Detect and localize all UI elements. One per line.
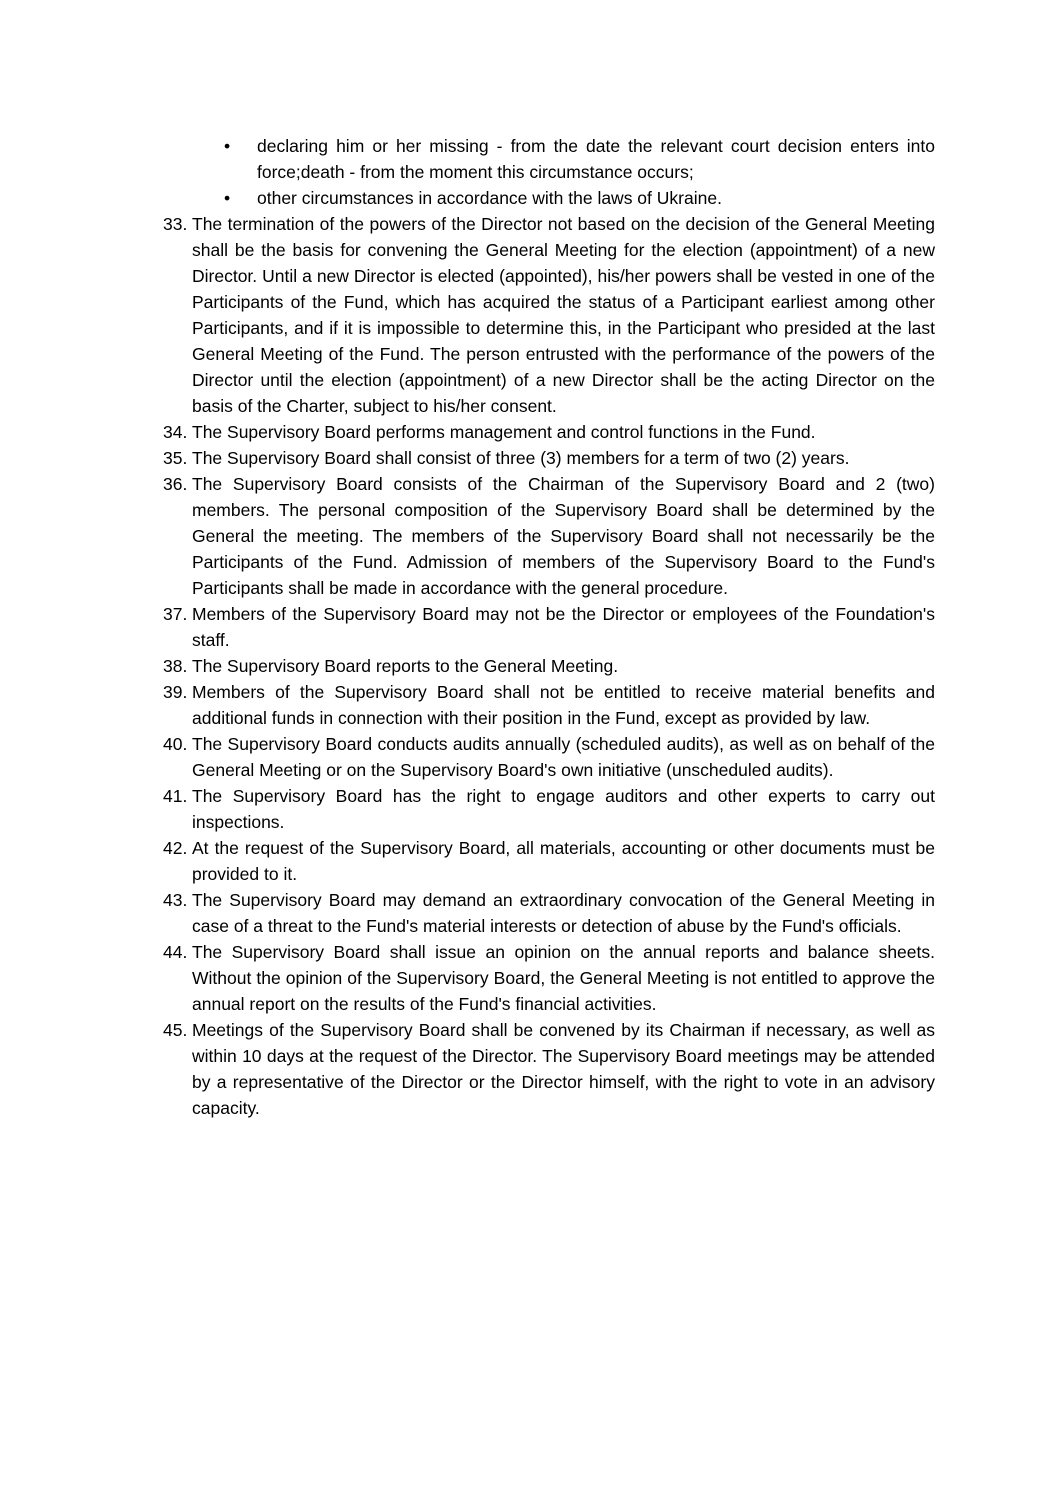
list-item-number: 41.	[163, 786, 188, 806]
list-item-number: 39.	[163, 682, 188, 702]
bullet-item	[163, 185, 935, 211]
list-item	[163, 419, 935, 445]
list-item-text: At the request of the Supervisory Board, all materials, accounting or other documents must be provided to it.	[192, 838, 935, 884]
bullet-item	[163, 133, 935, 185]
list-item	[163, 939, 935, 1017]
list-item	[163, 445, 935, 471]
list-item	[163, 601, 935, 653]
list-item	[163, 653, 935, 679]
list-item-text: The Supervisory Board consists of the Chairman of the Supervisory Board and 2 (two) members. The personal composition of the Supervisory Board shall be determined by the General the meeting. The members of the Supervisory Board shall not necessarily be the Participants of the Fund. Admission of members of the Supervisory Board to the Fund's Participants shall be made in accordance with the general procedure.	[192, 474, 935, 598]
bullet-list	[163, 133, 935, 211]
bullet-text: other circumstances in accordance with the laws of Ukraine.	[257, 188, 722, 208]
bullet-text: declaring him or her missing - from the date the relevant court decision enters into force;death - from the moment this circumstance occurs;	[257, 136, 935, 182]
list-item-number: 36.	[163, 474, 188, 494]
list-item	[163, 835, 935, 887]
list-item-text: The Supervisory Board shall issue an opinion on the annual reports and balance sheets. Without the opinion of the Supervisory Board, the General Meeting is not entitled to approve the annual report on the results of the Fund's financial activities.	[192, 942, 935, 1014]
list-item-number: 40.	[163, 734, 188, 754]
list-item-text: Meetings of the Supervisory Board shall be convened by its Chairman if necessary, as well as within 10 days at the request of the Director. The Supervisory Board meetings may be attended by a representative of the Director or the Director himself, with the right to vote in an advisory capacity.	[192, 1020, 935, 1118]
list-item-number: 44.	[163, 942, 188, 962]
list-item	[163, 679, 935, 731]
list-item-number: 42.	[163, 838, 188, 858]
list-item-number: 45.	[163, 1020, 188, 1040]
list-item-text: The termination of the powers of the Director not based on the decision of the General Meeting shall be the basis for convening the General Meeting for the election (appointment) of a new Director. Until a new Director is elected (appointed), his/her powers shall be vested in one of the Participants of the Fund, which has acquired the status of a Participant earliest among other Participants, and if it is impossible to determine this, in the Participant who presided at the last General Meeting of the Fund. The person entrusted with the performance of the powers of the Director until the election (appointment) of a new Director shall be the acting Director on the basis of the Charter, subject to his/her consent.	[192, 214, 935, 416]
list-item	[163, 211, 935, 419]
numbered-list	[163, 211, 935, 1121]
list-item-text: The Supervisory Board shall consist of three (3) members for a term of two (2) years.	[192, 448, 850, 468]
list-item	[163, 1017, 935, 1121]
list-item-number: 35.	[163, 448, 188, 468]
document-body	[163, 133, 935, 1121]
list-item-number: 38.	[163, 656, 188, 676]
bullet-icon: •	[224, 188, 231, 208]
list-item-text: The Supervisory Board conducts audits annually (scheduled audits), as well as on behalf of the General Meeting or on the Supervisory Board's own initiative (unscheduled audits).	[192, 734, 935, 780]
list-item	[163, 731, 935, 783]
bullet-icon: •	[224, 136, 231, 156]
list-item	[163, 783, 935, 835]
list-item-number: 43.	[163, 890, 188, 910]
list-item-text: The Supervisory Board reports to the General Meeting.	[192, 656, 619, 676]
list-item-text: The Supervisory Board may demand an extraordinary convocation of the General Meeting in case of a threat to the Fund's material interests or detection of abuse by the Fund's officials.	[192, 890, 935, 936]
list-item-text: The Supervisory Board has the right to engage auditors and other experts to carry out inspections.	[192, 786, 935, 832]
list-item-number: 33.	[163, 214, 188, 234]
list-item-number: 34.	[163, 422, 188, 442]
list-item-text: Members of the Supervisory Board may not be the Director or employees of the Foundation's staff.	[192, 604, 935, 650]
list-item	[163, 887, 935, 939]
list-item-text: The Supervisory Board performs management and control functions in the Fund.	[192, 422, 816, 442]
list-item-number: 37.	[163, 604, 188, 624]
list-item	[163, 471, 935, 601]
list-item-text: Members of the Supervisory Board shall not be entitled to receive material benefits and additional funds in connection with their position in the Fund, except as provided by law.	[192, 682, 935, 728]
